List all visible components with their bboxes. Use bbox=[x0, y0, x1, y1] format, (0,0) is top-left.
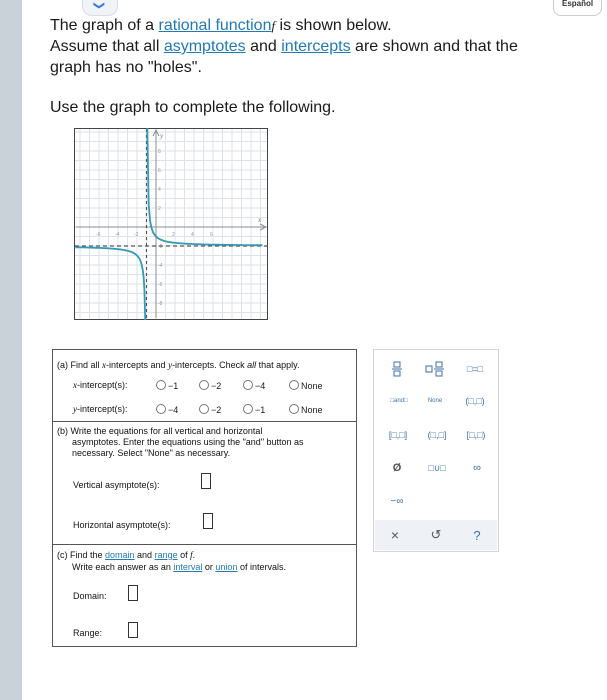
checkbox-icon[interactable] bbox=[199, 380, 209, 390]
palette-toolbar bbox=[375, 520, 497, 550]
help-button[interactable]: ? bbox=[473, 527, 481, 543]
undo-button[interactable]: ↺ bbox=[430, 527, 442, 542]
checkbox-icon[interactable] bbox=[289, 380, 299, 390]
union-link[interactable]: union bbox=[215, 562, 238, 572]
divider bbox=[53, 421, 356, 422]
closed-interval-button[interactable]: [□,□] bbox=[388, 430, 408, 440]
part-b-prompt: (b) Write the equations for all vertical and horizontal asymptotes. Enter the equations using the "and" button as necessary. Select "None" as necessary. bbox=[57, 426, 304, 458]
none-button[interactable]: None bbox=[427, 398, 443, 404]
vertical-asymptote-label: Vertical asymptote(s): bbox=[73, 480, 160, 490]
mixed-number-button[interactable] bbox=[423, 360, 447, 378]
x-tick-label: 4 bbox=[191, 232, 194, 238]
y-tick-label: 6 bbox=[158, 168, 161, 174]
y-tick-label: -4 bbox=[158, 263, 163, 269]
checkbox-icon[interactable] bbox=[156, 404, 166, 414]
horizontal-asymptote-label: Horizontal asymptote(s): bbox=[73, 520, 171, 530]
intercepts-link[interactable]: intercepts bbox=[281, 38, 351, 55]
part-c-prompt: (c) Find the domain and range of f. Write each answer as an interval or union of intervals. bbox=[57, 550, 286, 572]
y-axis-label: y bbox=[160, 132, 164, 140]
range-link[interactable]: range bbox=[154, 550, 178, 560]
y-tick-label: 4 bbox=[158, 187, 161, 193]
half-open-left-button[interactable]: (□,□] bbox=[427, 430, 447, 440]
range-label: Range: bbox=[73, 628, 103, 638]
negative-infinity-button[interactable]: −∞ bbox=[390, 495, 404, 507]
checkbox-icon[interactable] bbox=[243, 380, 253, 390]
x-tick-label: -2 bbox=[134, 232, 139, 238]
y-tick-label: -6 bbox=[158, 282, 163, 288]
x-intercept-none-option[interactable]: None bbox=[289, 380, 323, 391]
fraction-button[interactable] bbox=[388, 360, 406, 378]
x-intercept-option[interactable]: −4 bbox=[243, 380, 265, 391]
fraction-icon bbox=[392, 361, 402, 377]
vertical-asymptote-input[interactable] bbox=[201, 473, 211, 489]
x-intercept-label: x-intercept(s): bbox=[73, 380, 128, 390]
math-palette bbox=[373, 349, 499, 552]
y-intercept-option[interactable]: −1 bbox=[243, 404, 265, 415]
y-tick-label: 8 bbox=[158, 149, 161, 155]
empty-set-button[interactable]: Ø bbox=[392, 462, 402, 474]
y-tick-label: -8 bbox=[158, 301, 163, 307]
rational-function-link[interactable]: rational function bbox=[158, 17, 272, 34]
collapse-chevron-icon[interactable]: ❯ bbox=[82, 0, 118, 16]
x-tick-label: -4 bbox=[115, 232, 120, 238]
interval-link[interactable]: interval bbox=[173, 562, 203, 572]
x-intercept-option[interactable]: −1 bbox=[156, 380, 178, 391]
asymptotes-link[interactable]: asymptotes bbox=[163, 38, 246, 55]
y-intercept-label: y-intercept(s): bbox=[73, 404, 128, 414]
part-a-prompt: (a) Find all x-intercepts and y-intercepts. Check all that apply. bbox=[57, 360, 300, 370]
espanol-button[interactable]: Español bbox=[553, 0, 602, 16]
range-input[interactable] bbox=[128, 622, 138, 638]
and-button[interactable]: □and□ bbox=[390, 398, 408, 404]
union-button[interactable]: □∪□ bbox=[428, 462, 446, 473]
rational-function-graph bbox=[74, 128, 268, 320]
mixed-number-icon bbox=[425, 361, 445, 377]
clear-button[interactable]: × bbox=[390, 527, 400, 543]
y-tick-label: 2 bbox=[158, 206, 161, 212]
checkbox-icon[interactable] bbox=[199, 404, 209, 414]
half-open-right-button[interactable]: [□,□) bbox=[466, 430, 486, 440]
domain-link[interactable]: domain bbox=[105, 550, 135, 560]
problem-intro: The graph of a rational functionf is shown below. Assume that all asymptotes and intercepts are shown and that the graph has no "holes". bbox=[50, 17, 518, 76]
divider bbox=[53, 544, 356, 545]
y-intercept-option[interactable]: −4 bbox=[156, 404, 178, 415]
graph-frame bbox=[75, 129, 268, 320]
left-scroll-rail bbox=[0, 0, 22, 700]
instruction-text: Use the graph to complete the following. bbox=[50, 99, 336, 116]
equals-button[interactable]: □=□ bbox=[466, 364, 484, 374]
checkbox-icon[interactable] bbox=[243, 404, 253, 414]
checkbox-icon[interactable] bbox=[156, 380, 166, 390]
x-axis-label: x bbox=[258, 216, 262, 224]
y-intercept-option[interactable]: −2 bbox=[199, 404, 221, 415]
x-tick-label: 6 bbox=[210, 232, 213, 238]
checkbox-icon[interactable] bbox=[289, 404, 299, 414]
x-intercept-option[interactable]: −2 bbox=[199, 380, 221, 391]
open-interval-button[interactable]: (□,□) bbox=[465, 396, 485, 406]
question-panel bbox=[52, 349, 357, 647]
domain-input[interactable] bbox=[128, 585, 138, 601]
horizontal-asymptote-input[interactable] bbox=[203, 513, 213, 529]
x-tick-label: -6 bbox=[96, 232, 101, 238]
y-tick-label: -2 bbox=[158, 244, 163, 250]
x-tick-label: 2 bbox=[172, 232, 175, 238]
infinity-button[interactable]: ∞ bbox=[473, 462, 481, 474]
y-intercept-none-option[interactable]: None bbox=[289, 404, 323, 415]
domain-label: Domain: bbox=[73, 591, 107, 601]
